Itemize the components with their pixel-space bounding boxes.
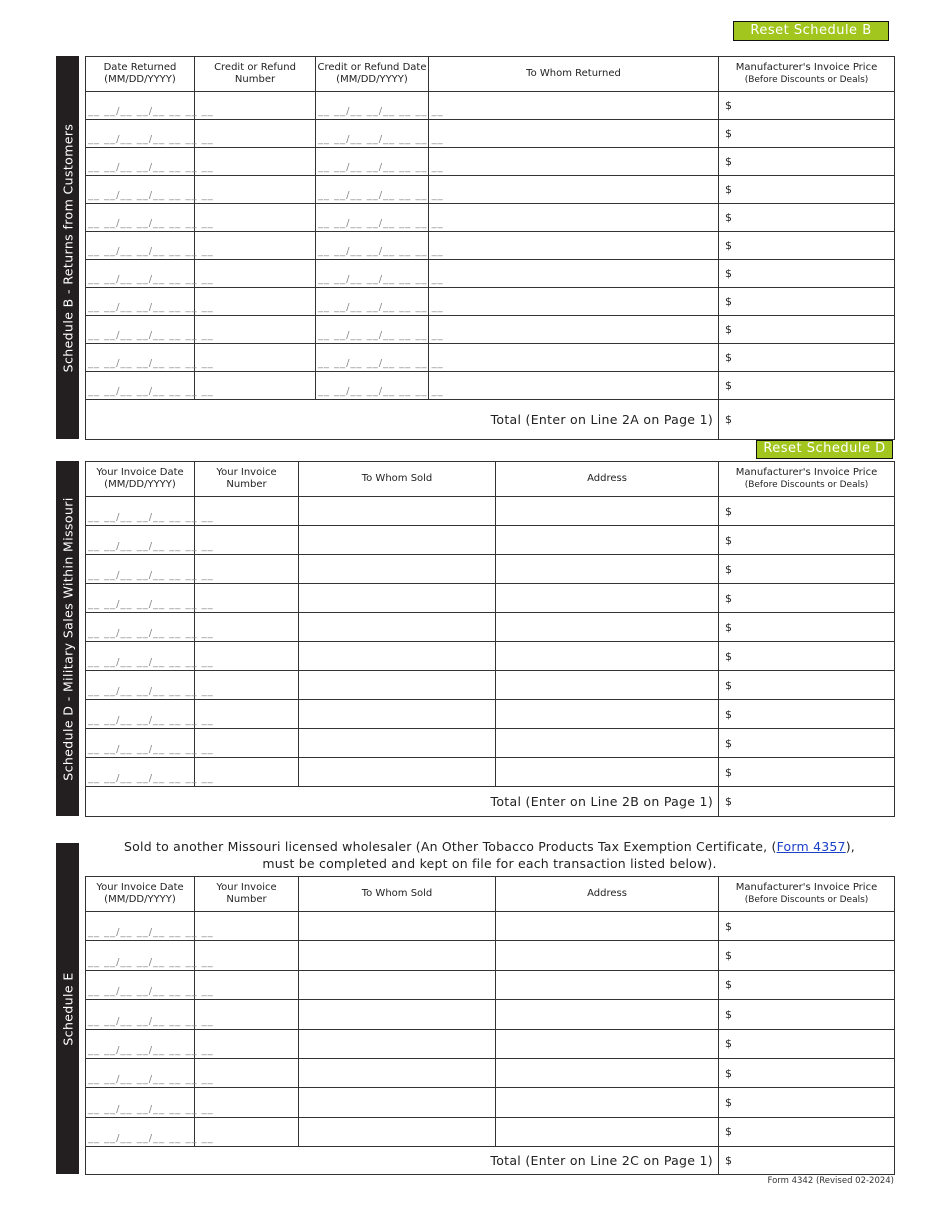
total-amount-input[interactable]: $ xyxy=(719,787,895,817)
price-input[interactable]: $ xyxy=(719,176,895,204)
date-input[interactable]: __ __/__ __/__ __ __ __ xyxy=(86,232,195,260)
address-input[interactable] xyxy=(496,497,719,526)
to-whom-returned-input[interactable] xyxy=(429,148,719,176)
date-input[interactable]: __ __/__ __/__ __ __ __ xyxy=(86,912,195,941)
to-whom-sold-input[interactable] xyxy=(299,729,496,758)
schedule-d-side-label xyxy=(56,461,79,816)
date-input[interactable]: __ __/__ __/__ __ __ __ xyxy=(86,700,195,729)
price-input[interactable]: $ xyxy=(719,1029,895,1058)
date-input[interactable]: __ __/__ __/__ __ __ __ xyxy=(86,526,195,555)
date-input[interactable]: __ __/__ __/__ __ __ __ xyxy=(86,316,195,344)
address-input[interactable] xyxy=(496,941,719,970)
price-input[interactable]: $ xyxy=(719,555,895,584)
total-row xyxy=(86,400,895,440)
date-input[interactable]: __ __/__ __/__ __ __ __ xyxy=(316,344,429,372)
date-input[interactable]: __ __/__ __/__ __ __ __ xyxy=(86,584,195,613)
to-whom-sold-input[interactable] xyxy=(299,1000,496,1029)
to-whom-sold-input[interactable] xyxy=(299,497,496,526)
total-label: Total (Enter on Line 2A on Page 1) xyxy=(86,400,719,440)
price-input[interactable]: $ xyxy=(719,344,895,372)
reset-schedule-b-button[interactable]: Reset Schedule B xyxy=(733,21,889,41)
col-header-invoice-number: Your Invoice Number xyxy=(195,462,299,497)
col-header-invoice-price: Manufacturer's Invoice Price (Before Discounts or Deals) xyxy=(719,462,895,497)
to-whom-sold-input[interactable] xyxy=(299,758,496,787)
table-row xyxy=(86,92,895,120)
schedule-e-title: Schedule E xyxy=(60,971,75,1046)
to-whom-returned-input[interactable] xyxy=(429,372,719,400)
table-header-row xyxy=(86,57,895,92)
date-input[interactable]: __ __/__ __/__ __ __ __ xyxy=(316,232,429,260)
col-header-invoice-price: Manufacturer's Invoice Price (Before Discounts or Deals) xyxy=(719,57,895,92)
price-input[interactable]: $ xyxy=(719,372,895,400)
date-input[interactable]: __ __/__ __/__ __ __ __ xyxy=(86,1058,195,1087)
schedule-d-table xyxy=(85,461,895,817)
date-input[interactable]: __ __/__ __/__ __ __ __ xyxy=(86,372,195,400)
table-row xyxy=(86,1029,895,1058)
address-input[interactable] xyxy=(496,729,719,758)
date-input[interactable]: __ __/__ __/__ __ __ __ xyxy=(86,555,195,584)
table-row xyxy=(86,729,895,758)
date-input[interactable]: __ __/__ __/__ __ __ __ xyxy=(316,148,429,176)
col-header-invoice-price: Manufacturer's Invoice Price (Before Discounts or Deals) xyxy=(719,877,895,912)
to-whom-sold-input[interactable] xyxy=(299,555,496,584)
note-text: must be completed and kept on file for each transaction listed below). xyxy=(262,856,717,871)
col-header-address: Address xyxy=(496,462,719,497)
col-header-to-whom-sold: To Whom Sold xyxy=(299,462,496,497)
to-whom-returned-input[interactable] xyxy=(429,92,719,120)
form-footer: Form 4342 (Revised 02-2024) xyxy=(767,1176,894,1186)
address-input[interactable] xyxy=(496,758,719,787)
to-whom-sold-input[interactable] xyxy=(299,1029,496,1058)
price-input[interactable]: $ xyxy=(719,1117,895,1146)
table-row xyxy=(86,912,895,941)
price-input[interactable]: $ xyxy=(719,316,895,344)
schedule-b-table xyxy=(85,56,895,440)
address-input[interactable] xyxy=(496,700,719,729)
table-row xyxy=(86,344,895,372)
table-header-row xyxy=(86,877,895,912)
total-row xyxy=(86,1147,895,1175)
address-input[interactable] xyxy=(496,1000,719,1029)
date-input[interactable]: __ __/__ __/__ __ __ __ xyxy=(86,613,195,642)
table-row xyxy=(86,316,895,344)
address-input[interactable] xyxy=(496,1029,719,1058)
to-whom-returned-input[interactable] xyxy=(429,344,719,372)
total-label: Total (Enter on Line 2B on Page 1) xyxy=(86,787,719,817)
address-input[interactable] xyxy=(496,613,719,642)
address-input[interactable] xyxy=(496,1058,719,1087)
price-input[interactable]: $ xyxy=(719,729,895,758)
to-whom-returned-input[interactable] xyxy=(429,120,719,148)
to-whom-sold-input[interactable] xyxy=(299,584,496,613)
price-input[interactable]: $ xyxy=(719,1088,895,1117)
table-row xyxy=(86,497,895,526)
table-row xyxy=(86,555,895,584)
table-row xyxy=(86,642,895,671)
table-header-row xyxy=(86,462,895,497)
table-row xyxy=(86,372,895,400)
table-row xyxy=(86,758,895,787)
col-header-invoice-date: Your Invoice Date (MM/DD/YYYY) xyxy=(86,462,195,497)
address-input[interactable] xyxy=(496,671,719,700)
address-input[interactable] xyxy=(496,1088,719,1117)
table-row xyxy=(86,232,895,260)
to-whom-sold-input[interactable] xyxy=(299,613,496,642)
col-header-date-returned: Date Returned (MM/DD/YYYY) xyxy=(86,57,195,92)
table-row xyxy=(86,526,895,555)
to-whom-sold-input[interactable] xyxy=(299,700,496,729)
price-input[interactable]: $ xyxy=(719,204,895,232)
date-input[interactable]: __ __/__ __/__ __ __ __ xyxy=(316,120,429,148)
address-input[interactable] xyxy=(496,555,719,584)
date-input[interactable]: __ __/__ __/__ __ __ __ xyxy=(86,92,195,120)
date-input[interactable]: __ __/__ __/__ __ __ __ xyxy=(86,260,195,288)
to-whom-sold-input[interactable] xyxy=(299,671,496,700)
table-row xyxy=(86,700,895,729)
table-row xyxy=(86,176,895,204)
address-input[interactable] xyxy=(496,526,719,555)
price-input[interactable]: $ xyxy=(719,642,895,671)
table-row xyxy=(86,288,895,316)
address-input[interactable] xyxy=(496,642,719,671)
date-input[interactable]: __ __/__ __/__ __ __ __ xyxy=(86,288,195,316)
to-whom-returned-input[interactable] xyxy=(429,232,719,260)
date-input[interactable]: __ __/__ __/__ __ __ __ xyxy=(316,316,429,344)
to-whom-sold-input[interactable] xyxy=(299,1058,496,1087)
price-input[interactable]: $ xyxy=(719,613,895,642)
date-input[interactable]: __ __/__ __/__ __ __ __ xyxy=(316,372,429,400)
to-whom-sold-input[interactable] xyxy=(299,970,496,999)
price-input[interactable]: $ xyxy=(719,148,895,176)
price-input[interactable]: $ xyxy=(719,584,895,613)
table-row xyxy=(86,1088,895,1117)
date-input[interactable]: __ __/__ __/__ __ __ __ xyxy=(86,1117,195,1146)
col-header-refund-date: Credit or Refund Date (MM/DD/YYYY) xyxy=(316,57,429,92)
table-row xyxy=(86,1058,895,1087)
price-input[interactable]: $ xyxy=(719,497,895,526)
date-input[interactable]: __ __/__ __/__ __ __ __ xyxy=(86,671,195,700)
date-input[interactable]: __ __/__ __/__ __ __ __ xyxy=(316,92,429,120)
table-row xyxy=(86,148,895,176)
date-input[interactable]: __ __/__ __/__ __ __ __ xyxy=(86,970,195,999)
price-input[interactable]: $ xyxy=(719,1058,895,1087)
price-input[interactable]: $ xyxy=(719,526,895,555)
date-input[interactable]: __ __/__ __/__ __ __ __ xyxy=(316,288,429,316)
col-header-invoice-number: Your Invoice Number xyxy=(195,877,299,912)
col-header-invoice-date: Your Invoice Date (MM/DD/YYYY) xyxy=(86,877,195,912)
table-row xyxy=(86,970,895,999)
date-input[interactable]: __ __/__ __/__ __ __ __ xyxy=(86,729,195,758)
price-input[interactable]: $ xyxy=(719,260,895,288)
address-input[interactable] xyxy=(496,1117,719,1146)
table-row xyxy=(86,260,895,288)
date-input[interactable]: __ __/__ __/__ __ __ __ xyxy=(86,344,195,372)
total-amount-input[interactable]: $ xyxy=(719,1147,895,1175)
to-whom-sold-input[interactable] xyxy=(299,642,496,671)
note-text: Sold to another Missouri licensed wholesaler (An Other Tobacco Products Tax Exemption Certificate, ( xyxy=(124,839,777,854)
form-4357-link[interactable]: Form 4357 xyxy=(776,839,846,854)
to-whom-sold-input[interactable] xyxy=(299,912,496,941)
price-input[interactable]: $ xyxy=(719,970,895,999)
price-input[interactable]: $ xyxy=(719,700,895,729)
table-row xyxy=(86,1117,895,1146)
total-row xyxy=(86,787,895,817)
date-input[interactable]: __ __/__ __/__ __ __ __ xyxy=(86,1029,195,1058)
price-input[interactable]: $ xyxy=(719,92,895,120)
schedule-e-table xyxy=(85,876,895,1175)
to-whom-returned-input[interactable] xyxy=(429,288,719,316)
date-input[interactable]: __ __/__ __/__ __ __ __ xyxy=(86,204,195,232)
date-input[interactable]: __ __/__ __/__ __ __ __ xyxy=(86,758,195,787)
table-row xyxy=(86,671,895,700)
total-label: Total (Enter on Line 2C on Page 1) xyxy=(86,1147,719,1175)
address-input[interactable] xyxy=(496,970,719,999)
price-input[interactable]: $ xyxy=(719,1000,895,1029)
price-input[interactable]: $ xyxy=(719,671,895,700)
schedule-b-side-label xyxy=(56,56,79,439)
date-input[interactable]: __ __/__ __/__ __ __ __ xyxy=(316,176,429,204)
to-whom-returned-input[interactable] xyxy=(429,204,719,232)
table-row xyxy=(86,941,895,970)
schedule-e-side-label xyxy=(56,843,79,1174)
date-input[interactable]: __ __/__ __/__ __ __ __ xyxy=(86,176,195,204)
date-input[interactable]: __ __/__ __/__ __ __ __ xyxy=(86,120,195,148)
date-input[interactable]: __ __/__ __/__ __ __ __ xyxy=(316,260,429,288)
price-input[interactable]: $ xyxy=(719,912,895,941)
date-input[interactable]: __ __/__ __/__ __ __ __ xyxy=(86,1000,195,1029)
col-header-to-whom-returned: To Whom Returned xyxy=(429,57,719,92)
price-input[interactable]: $ xyxy=(719,288,895,316)
table-row xyxy=(86,1000,895,1029)
date-input[interactable]: __ __/__ __/__ __ __ __ xyxy=(86,497,195,526)
col-header-to-whom-sold: To Whom Sold xyxy=(299,877,496,912)
date-input[interactable]: __ __/__ __/__ __ __ __ xyxy=(86,148,195,176)
to-whom-sold-input[interactable] xyxy=(299,941,496,970)
col-header-address: Address xyxy=(496,877,719,912)
address-input[interactable] xyxy=(496,584,719,613)
col-header-refund-number: Credit or Refund Number xyxy=(195,57,316,92)
price-input[interactable]: $ xyxy=(719,120,895,148)
to-whom-returned-input[interactable] xyxy=(429,260,719,288)
total-amount-input[interactable]: $ xyxy=(719,400,895,440)
date-input[interactable]: __ __/__ __/__ __ __ __ xyxy=(86,941,195,970)
to-whom-returned-input[interactable] xyxy=(429,316,719,344)
table-row xyxy=(86,204,895,232)
date-input[interactable]: __ __/__ __/__ __ __ __ xyxy=(86,1088,195,1117)
note-text: ), xyxy=(845,839,855,854)
reset-schedule-d-button[interactable]: Reset Schedule D xyxy=(756,440,893,459)
address-input[interactable] xyxy=(496,912,719,941)
schedule-d-title: Schedule D - Military Sales Within Missouri xyxy=(60,496,75,781)
to-whom-sold-input[interactable] xyxy=(299,526,496,555)
table-row xyxy=(86,584,895,613)
price-input[interactable]: $ xyxy=(719,758,895,787)
table-row xyxy=(86,120,895,148)
date-input[interactable]: __ __/__ __/__ __ __ __ xyxy=(316,204,429,232)
price-input[interactable]: $ xyxy=(719,941,895,970)
date-input[interactable]: __ __/__ __/__ __ __ __ xyxy=(86,642,195,671)
to-whom-sold-input[interactable] xyxy=(299,1088,496,1117)
table-row xyxy=(86,613,895,642)
to-whom-returned-input[interactable] xyxy=(429,176,719,204)
to-whom-sold-input[interactable] xyxy=(299,1117,496,1146)
price-input[interactable]: $ xyxy=(719,232,895,260)
schedule-b-title: Schedule B - Returns from Customers xyxy=(60,123,75,372)
schedule-e-instructions xyxy=(85,838,894,872)
